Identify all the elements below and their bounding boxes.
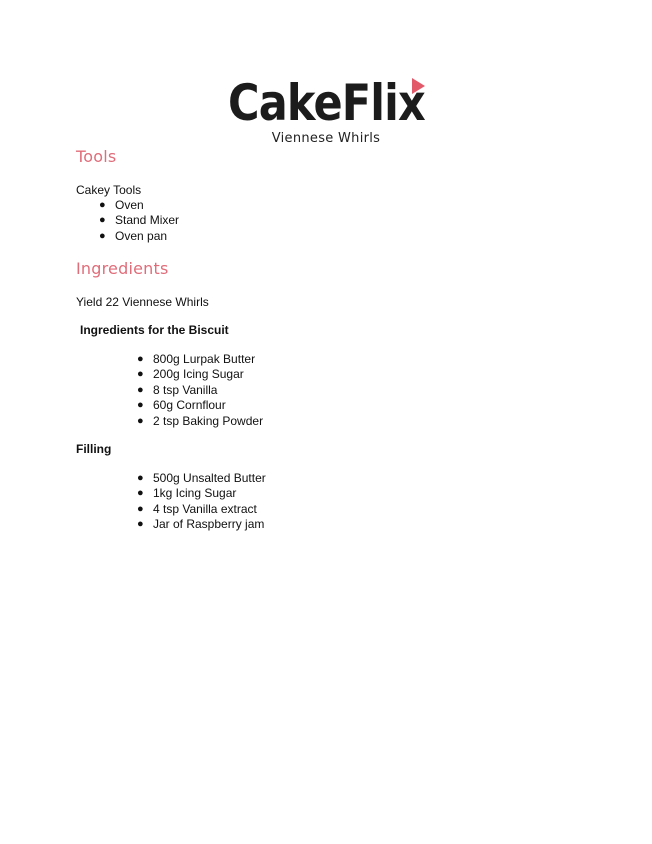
bullet-icon: ● — [137, 518, 144, 531]
list-item: ● Stand Mixer — [99, 213, 180, 228]
list-item: ● Oven — [99, 198, 144, 212]
bullet-icon: ● — [137, 353, 144, 365]
bullet-icon: ● — [137, 502, 144, 515]
list-item: ● Oven pan — [99, 228, 168, 243]
bullet-icon: ● — [137, 368, 144, 381]
bullet-icon: ● — [99, 214, 106, 227]
yield-text: Yield 22 Viennese Whirls — [76, 295, 209, 309]
list-item: ● 200g Icing Sugar — [137, 367, 244, 382]
biscuit-title: Ingredients for the Biscuit — [80, 323, 229, 337]
bullet-icon: ● — [137, 414, 144, 427]
bullet-icon: ● — [137, 383, 144, 396]
bullet-icon: ● — [137, 472, 144, 484]
list-item: ● 2 tsp Baking Powder — [137, 413, 264, 428]
cakeflix-logo — [0, 74, 652, 134]
play-triangle-icon — [412, 78, 425, 94]
filling-list — [137, 471, 266, 533]
ingredients-heading: Ingredients — [76, 259, 169, 278]
filling-title: Filling — [76, 442, 112, 456]
tools-label: Cakey Tools — [76, 183, 142, 197]
list-item: ● 4 tsp Vanilla extract — [137, 501, 257, 516]
bullet-icon: ● — [99, 229, 106, 242]
list-item: ● 500g Unsalted Butter — [137, 471, 266, 485]
tools-list — [99, 198, 180, 244]
bullet-icon: ● — [137, 487, 144, 500]
tools-heading: Tools — [76, 147, 117, 166]
list-item: ● 1kg Icing Sugar — [137, 486, 237, 501]
list-item: ● 800g Lurpak Butter — [137, 352, 256, 366]
list-item: ● 60g Cornflour — [137, 398, 226, 413]
bullet-icon: ● — [137, 399, 144, 412]
bullet-icon: ● — [99, 199, 106, 211]
logo-wordmark: CakeFlix — [227, 74, 425, 132]
list-item: ● Jar of Raspberry jam — [137, 517, 265, 532]
list-item: ● 8 tsp Vanilla — [137, 382, 218, 397]
recipe-title: Viennese Whirls — [271, 131, 381, 146]
biscuit-list — [137, 352, 264, 429]
